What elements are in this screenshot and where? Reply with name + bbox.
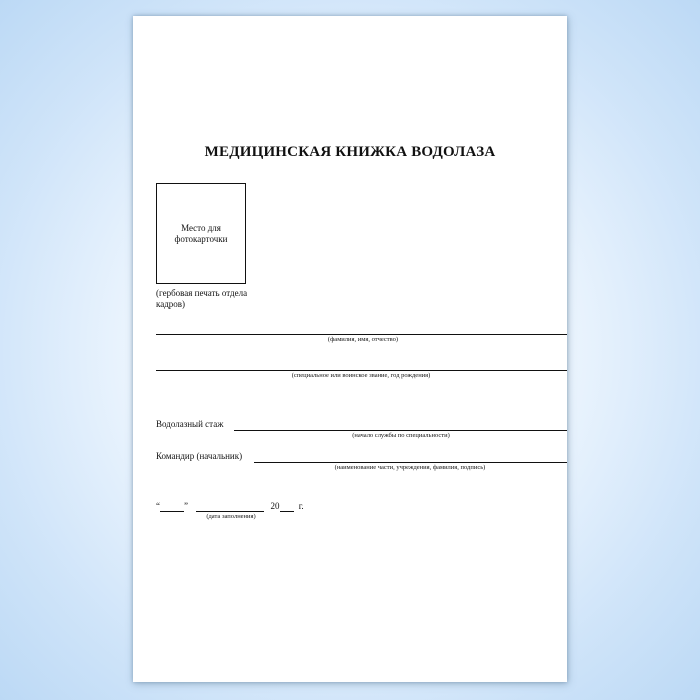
photo-placeholder [156,183,246,284]
date-open-quote: “ [156,501,160,511]
rank-line [156,370,567,371]
day-blank [160,501,184,512]
experience-caption: (начало службы по специальности) [352,432,450,439]
rank-caption: (специальное или воинское звание, год рождения) [291,372,431,379]
document-title: МЕДИЦИНСКАЯ КНИЖКА ВОДОЛАЗА [204,144,496,160]
commander-line [254,462,567,463]
year-suffix: г. [298,501,304,511]
date-caption: (дата заполнения) [206,513,256,520]
date-close-quote: ” [184,501,188,511]
experience-label: Водолазный стаж [156,419,224,429]
month-blank [196,501,264,512]
year-prefix: 20 [270,501,280,511]
stamp-note: (гербовая печать отдела кадров) [156,288,248,309]
experience-line [234,430,567,431]
commander-caption: (наименование части, учреждения, фамилия, подпись) [334,464,486,471]
year-blank [280,501,294,512]
commander-label: Командир (начальник) [156,451,243,461]
photo-placeholder-label: Место для фотокарточки [174,222,228,244]
name-line [156,334,567,335]
name-caption: (фамилия, имя, отчество) [327,336,399,343]
document-page [133,16,567,682]
date-row [156,501,304,512]
